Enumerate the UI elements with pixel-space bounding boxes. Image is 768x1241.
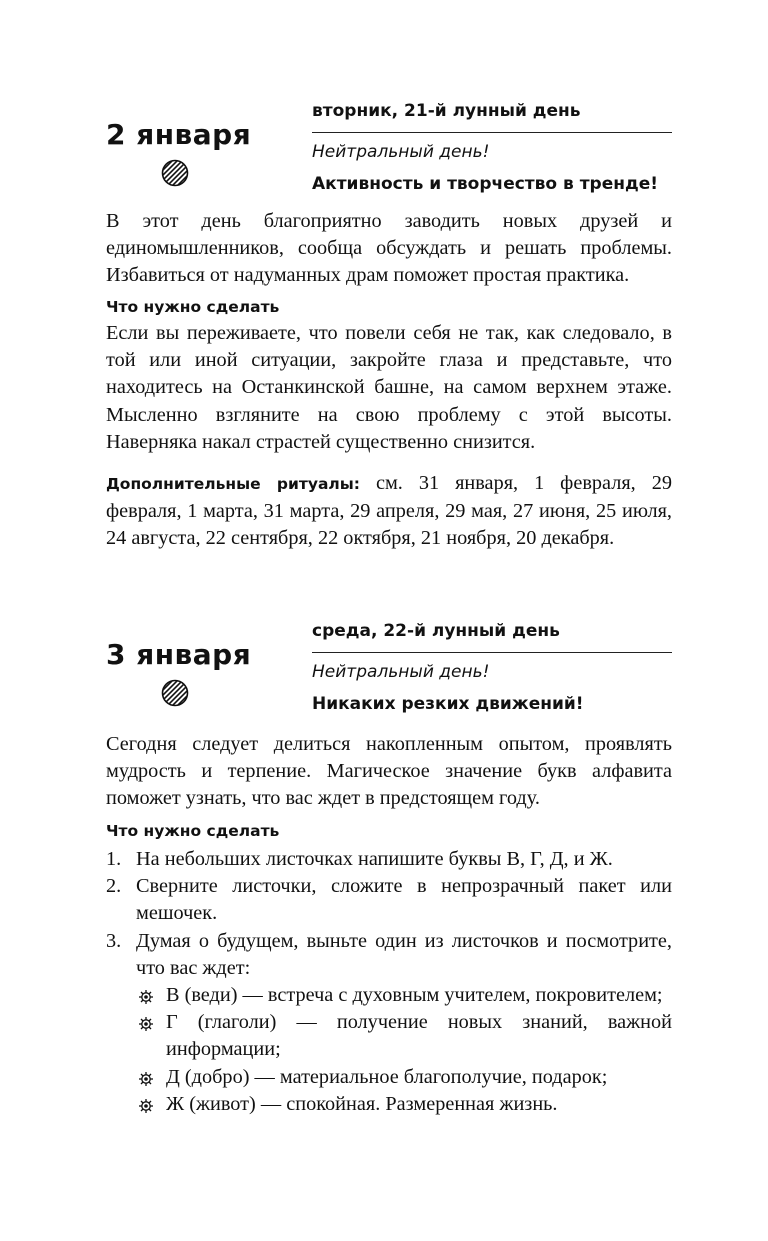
day-motto: Активность и творчество в тренде! [312, 174, 659, 194]
step-number: 1. [106, 848, 122, 870]
date-block [106, 118, 296, 152]
day-type: Нейтральный день! [312, 662, 490, 682]
steps-list [106, 846, 672, 1118]
list-item [106, 873, 672, 927]
step-text: На небольших листочках напишите буквы В, Г, Д, и Ж. [136, 848, 613, 870]
list-item [136, 1064, 672, 1091]
step-text: Сверните листочки, сложите в непрозрачный пакет или мешочек. [136, 875, 672, 925]
hatched-moon-icon [160, 678, 190, 708]
todo-paragraph [106, 320, 672, 456]
day-type: Нейтральный день! [312, 142, 490, 162]
intro-text: Сегодня следует делиться накопленным опытом, проявлять мудрость и терпение. Магическое значение букв алфавита поможет узнать, что вас ждет в предстоящем году. [106, 733, 672, 810]
intro-text: В этот день благоприятно заводить новых друзей и единомышленников, сообща обсуждать и решать проблемы. Избавиться от надуманных драм поможет простая практика. [106, 210, 672, 287]
rituals-label: Дополнительные ритуалы: [106, 475, 360, 493]
letter-meanings-list [136, 982, 672, 1118]
weekday-lunar-day: среда, 22-й лунный день [312, 618, 672, 653]
todo-heading-block [106, 818, 672, 844]
rituals-text: см. 31 января, 1 февраля, 29 февраля, 1 марта, 31 марта, 29 апреля, 29 мая, 27 июня, 25 июля, 24 августа, 22 сентября, 22 октября, 21 ноября, 20 декабря. [106, 472, 672, 550]
step-number: 2. [106, 875, 122, 898]
flower-bullet-icon [138, 1071, 154, 1087]
rituals-paragraph [106, 470, 672, 553]
list-item [106, 928, 672, 1118]
day-meta [312, 618, 672, 717]
step-text: Думая о будущем, выньте один из листочков и посмотрите, что вас ждет: [136, 929, 672, 979]
list-item [106, 846, 672, 873]
letter-meaning-text: Ж (живот) — спокойная. Размеренная жизнь. [166, 1092, 558, 1115]
flower-bullet-icon [138, 989, 154, 1005]
intro-paragraph [106, 208, 672, 290]
todo-heading-block [106, 294, 672, 320]
letter-meaning-text: Г (глаголи) — получение новых знаний, важной информации; [166, 1011, 672, 1061]
letter-meaning-text: В (веди) — встреча с духовным учителем, покровителем; [166, 984, 663, 1007]
todo-text: Если вы переживаете, что повели себя не так, как следовало, в той или иной ситуации, закройте глаза и представьте, что находитесь на Останкинской башне, на самом верхнем этаже. Мысленно взгляните на свою проблему с этой высоты. Наверняка накал страстей существенно снизится. [106, 322, 672, 453]
list-item [136, 982, 672, 1009]
weekday-lunar-day: вторник, 21-й лунный день [312, 98, 672, 133]
todo-heading: Что нужно сделать [106, 822, 280, 840]
list-item [136, 1091, 672, 1118]
entry-date: 3 января [106, 638, 252, 671]
date-block [106, 638, 296, 672]
letter-meaning-text: Д (добро) — материальное благополучие, подарок; [166, 1065, 608, 1088]
entry-date: 2 января [106, 118, 252, 151]
todo-heading: Что нужно сделать [106, 298, 280, 316]
step-number: 3. [106, 929, 122, 952]
hatched-moon-icon [160, 158, 190, 188]
flower-bullet-icon [138, 1098, 154, 1114]
flower-bullet-icon [138, 1016, 154, 1032]
day-motto: Никаких резких движений! [312, 694, 584, 714]
intro-paragraph [106, 731, 672, 813]
day-meta [312, 98, 672, 197]
list-item [136, 1009, 672, 1063]
